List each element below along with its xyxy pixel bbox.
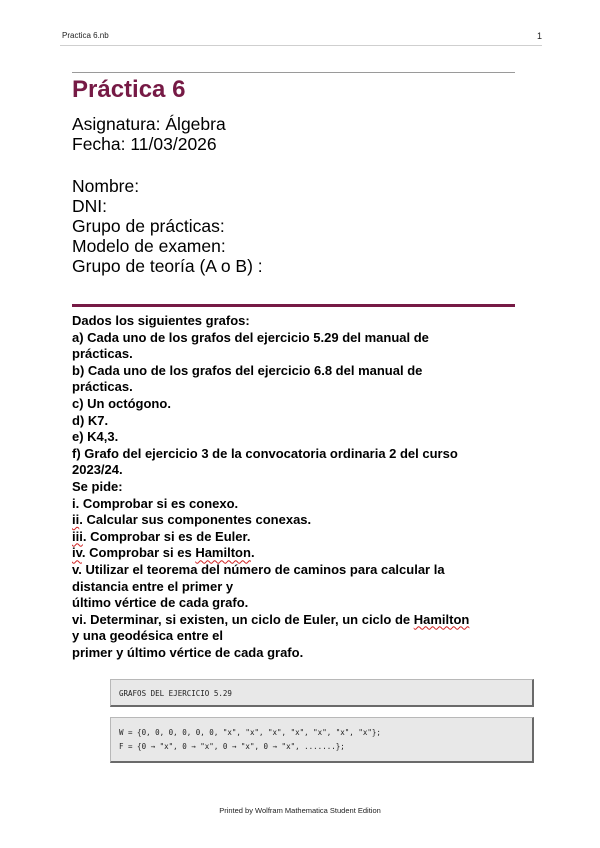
problem-statement: [72, 313, 512, 661]
item-f-line-1: f) Grafo del ejercicio 3 de la convocatoria ordinaria 2 del curso: [72, 445, 458, 461]
code-line-1: W = {0, 0, 0, 0, 0, 0, "x", "x", "x", "x", "x", "x", "x"};: [119, 728, 381, 737]
task-vi-hamilton: Hamilton: [413, 611, 470, 627]
task-iii-text: . Comprobar si es de Euler.: [82, 528, 251, 544]
title-divider: [72, 72, 515, 73]
header-divider: [60, 45, 542, 46]
section-cell-heading: GRAFOS DEL EJERCICIO 5.29: [119, 689, 232, 698]
task-iv: [72, 545, 512, 562]
task-vi-text: vi. Determinar, si existen, un ciclo de Euler, un ciclo de: [72, 611, 414, 627]
task-vi-line-1: [72, 612, 512, 629]
section-divider: [72, 304, 515, 307]
task-v-line-2: distancia entre el primer y: [72, 578, 234, 594]
header-filename: Practica 6.nb: [62, 31, 109, 40]
task-ii: [72, 512, 512, 529]
item-a-line-2: prácticas.: [72, 346, 133, 362]
task-iv-hamilton: Hamilton: [195, 545, 251, 561]
problem-intro: Dados los siguientes grafos:: [72, 313, 250, 328]
page-title: Práctica 6: [72, 76, 186, 103]
theory-group-label: Grupo de teoría (A o B) :: [72, 256, 263, 276]
task-v-line-1: v. Utilizar el teorema del número de caminos para calcular la: [72, 561, 445, 577]
task-vi-line-3: primer y último vértice de cada grafo.: [72, 644, 304, 660]
subject-line: Asignatura: Álgebra: [72, 114, 226, 134]
date-line: Fecha: 11/03/2026: [72, 134, 217, 154]
item-a-line-1: a) Cada uno de los grafos del ejercicio 5.29 del manual de: [72, 329, 429, 345]
task-vi-line-2: y una geodésica entre el: [72, 628, 224, 644]
item-f-line-2: 2023/24.: [72, 462, 123, 478]
task-iv-numeral: iv: [72, 545, 82, 561]
section-cell[interactable]: [110, 679, 534, 707]
task-ii-text: . Calcular sus componentes conexas.: [79, 512, 312, 528]
practice-group-label: Grupo de prácticas:: [72, 216, 225, 236]
item-e: e) K4,3.: [72, 429, 119, 445]
item-d: d) K7.: [72, 412, 109, 428]
dni-field-label: DNI:: [72, 196, 107, 216]
exam-model-label: Modelo de examen:: [72, 236, 226, 256]
task-iii-numeral: iii: [72, 528, 83, 544]
code-input-cell[interactable]: [110, 717, 534, 763]
task-v-line-3: último vértice de cada grafo.: [72, 595, 249, 611]
item-b-line-1: b) Cada uno de los grafos del ejercicio 6.8 del manual de: [72, 362, 423, 378]
code-line-2: F = {0 → "x", 0 → "x", 0 → "x", 0 → "x", .......};: [119, 742, 345, 751]
task-iii: [72, 529, 512, 546]
task-i: i. Comprobar si es conexo.: [72, 495, 239, 511]
item-c: c) Un octógono.: [72, 395, 171, 411]
item-b-line-2: prácticas.: [72, 379, 133, 395]
page-number: 1: [537, 31, 543, 41]
task-iv-text: . Comprobar si es: [81, 545, 196, 561]
se-pide-label: Se pide:: [72, 478, 123, 494]
task-ii-numeral: ii: [72, 512, 80, 528]
name-field-label: Nombre:: [72, 176, 140, 196]
task-iv-end: .: [250, 545, 255, 561]
print-footer: Printed by Wolfram Mathematica Student Edition: [219, 806, 381, 815]
